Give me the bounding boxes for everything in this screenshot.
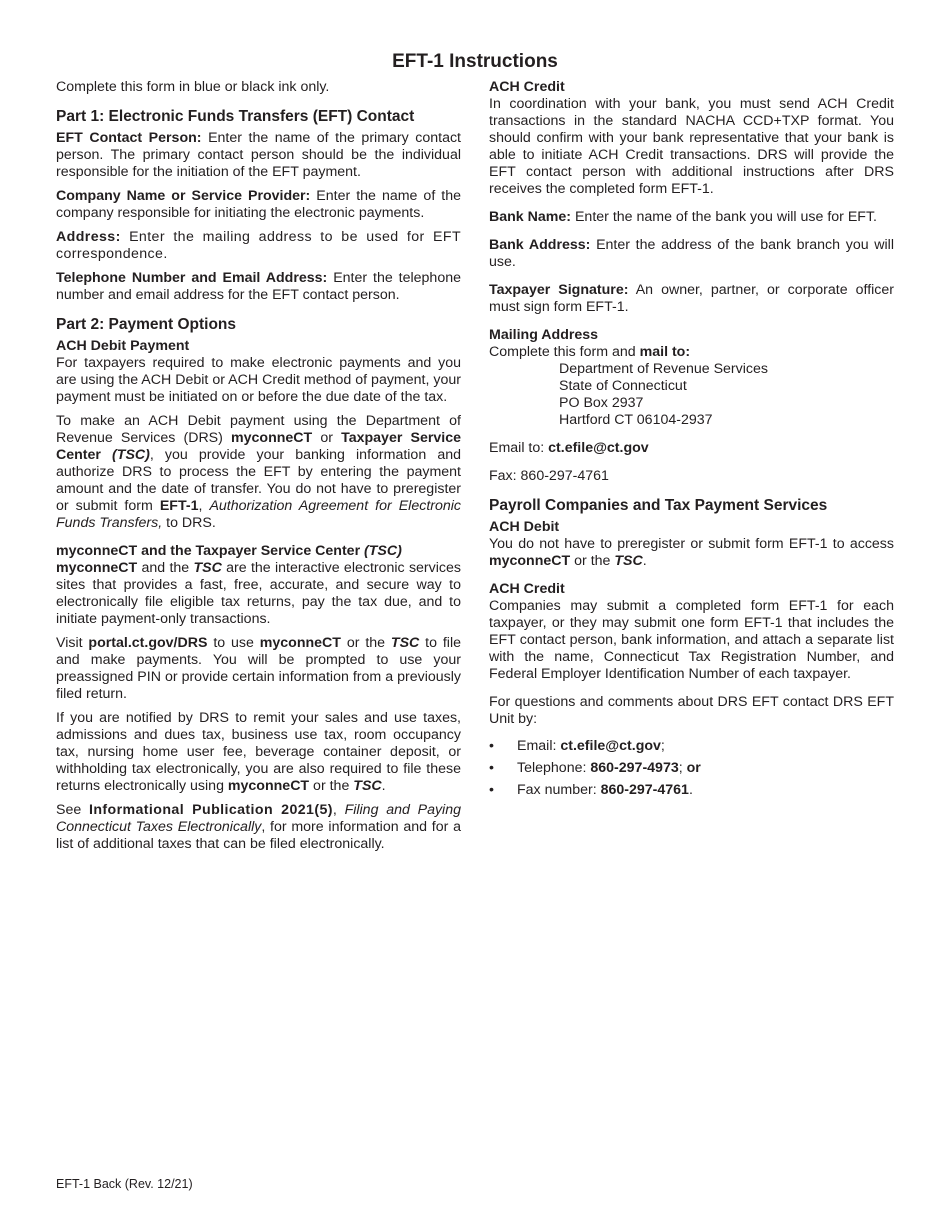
text-run: are the interactive electronic services sites that provides a fast, free, accurate, and secure way to electronically file eligible tax returns, pay the tax due, and to initiate payment-only transactions. <box>56 560 461 627</box>
email-label: Email to: <box>489 440 549 456</box>
contact-person-paragraph <box>56 130 461 181</box>
ach-credit-heading: ACH Credit <box>489 79 565 95</box>
text-run: ; <box>678 760 687 776</box>
tsc-term: TSC <box>614 553 643 569</box>
text-run: , <box>198 498 210 514</box>
signature-text: An owner, partner, or corporate officer must sign form EFT-1. <box>489 282 894 315</box>
text-run: To make an ACH Debit payment using the Department of Revenue Services (DRS) <box>56 413 461 446</box>
text-run: Visit <box>56 635 89 651</box>
ach-debit-paragraph-2 <box>56 413 461 532</box>
form-footer: EFT-1 Back (Rev. 12/21) <box>56 1177 193 1191</box>
company-text: Enter the name of the company responsible for initiating the electronic payments. <box>56 188 461 221</box>
phone-text: Enter the telephone number and email address for the EFT contact person. <box>56 270 461 303</box>
notified-paragraph <box>56 710 461 795</box>
contact-fax: 860-297-4761 <box>600 782 689 798</box>
bank-name-label: Bank Name: <box>489 209 572 225</box>
text-run: . <box>381 778 386 794</box>
contact-email-link[interactable]: ct.efile@ct.gov <box>560 738 661 754</box>
text-run: and the <box>137 560 194 576</box>
contact-person-label: EFT Contact Person: <box>56 130 202 146</box>
myconnect-term: myconneCT <box>227 778 310 794</box>
list-item <box>489 738 894 755</box>
bank-address-label: Bank Address: <box>489 237 591 253</box>
myconnect-paragraph <box>56 560 461 628</box>
text-run: Telephone: <box>517 760 591 776</box>
text-run: If you are notified by DRS to remit your sales and use taxes, admissions and dues tax, business use tax, room occupancy tax, nursing home user fee, beverage container deposit, or withholding tax electronically, you are also required to file these returns electronically using <box>56 710 461 794</box>
see-paragraph <box>56 802 461 853</box>
tsc-term: TSC <box>353 778 382 794</box>
text-run: Fax number: <box>517 782 601 798</box>
phone-paragraph <box>56 270 461 304</box>
text-run: or the <box>340 635 391 651</box>
part2-heading: Part 2: Payment Options <box>56 316 237 333</box>
contact-list <box>489 738 894 799</box>
payroll-heading: Payroll Companies and Tax Payment Services <box>489 497 828 514</box>
mailing-heading: Mailing Address <box>489 327 599 343</box>
text-run: , for more information and for a list of additional taxes that can be filed electronically. <box>56 819 461 852</box>
fax-line: Fax: 860-297-4761 <box>489 468 609 484</box>
signature-label: Taxpayer Signature: <box>489 282 629 298</box>
list-item <box>489 782 894 799</box>
text-run: or the <box>309 778 354 794</box>
payroll-ach-credit-heading: ACH Credit <box>489 581 565 597</box>
publication-title: Informational Publication 2021(5) <box>88 802 333 818</box>
text-run: or <box>686 760 701 776</box>
text-run: to file and make payments. You will be prompted to use your preassigned PIN or provide certain information from a previously filed return. <box>56 635 461 702</box>
payroll-ach-credit-paragraph: Companies may submit a completed form EFT-1 for each taxpayer, or they may submit one form EFT-1 that includes the EFT contact person, bank information, and attach a separate list with the name, Connecticut Tax Registration Number, and Federal Employer Identification Number of each taxpayer. <box>489 598 894 682</box>
portal-link[interactable]: portal.ct.gov/DRS <box>88 635 208 651</box>
company-paragraph <box>56 188 461 222</box>
payroll-ach-debit-paragraph <box>489 536 894 570</box>
myconnect-heading <box>56 543 461 560</box>
tsc-term: TSC <box>193 560 222 576</box>
text-run: . <box>688 782 693 798</box>
myconnect-term: myconneCT <box>231 430 313 446</box>
bank-name-paragraph <box>489 209 894 226</box>
intro-text: Complete this form in blue or black ink only. <box>56 79 330 95</box>
address-line: Hartford CT 06104-2937 <box>559 412 713 428</box>
text-run: See <box>56 802 89 818</box>
tsc-term: (TSC) <box>364 543 402 559</box>
left-column <box>56 79 461 853</box>
company-label: Company Name or Service Provider: <box>56 188 311 204</box>
contact-phone: 860-297-4973 <box>590 760 679 776</box>
tsc-term: TSC <box>390 635 420 651</box>
text-run: You do not have to preregister or submit form EFT-1 to access <box>489 536 894 552</box>
publication-subtitle: Filing and Paying Connecticut Taxes Electronically <box>56 802 461 835</box>
page-title: EFT-1 Instructions <box>392 51 558 72</box>
text-run: myconneCT and the Taxpayer Service Center <box>56 543 365 559</box>
myconnect-term: myconneCT <box>259 635 341 651</box>
bullet-icon: • <box>489 738 494 754</box>
bank-name-text: Enter the name of the bank you will use for EFT. <box>574 209 877 225</box>
text-run: Email: <box>517 738 561 754</box>
myconnect-term: myconneCT <box>56 560 138 576</box>
address-paragraph <box>56 229 461 263</box>
bank-address-paragraph <box>489 237 894 271</box>
mailing-address-block <box>559 361 894 429</box>
text-run: Complete this form and <box>489 344 640 360</box>
address-line: PO Box 2937 <box>559 395 644 411</box>
text-run: ; <box>660 738 665 754</box>
text-run: . <box>642 553 647 569</box>
contact-person-text: Enter the name of the primary contact person. The primary contact person should be the individual responsible for the initiation of the EFT payment. <box>56 130 461 180</box>
form-term: EFT-1 <box>159 498 199 514</box>
bank-address-text: Enter the address of the bank branch you will use. <box>489 237 894 270</box>
text-run: , <box>332 802 345 818</box>
address-label: Address: <box>56 229 121 245</box>
part1-heading: Part 1: Electronic Funds Transfers (EFT) Contact <box>56 108 415 125</box>
ach-debit-paragraph-1: For taxpayers required to make electronic payments and you are using the ACH Debit or ACH Credit method of payment, your payment must be initiated on or before the due date of the tax. <box>56 355 461 405</box>
visit-paragraph <box>56 635 461 703</box>
bullet-icon: • <box>489 760 494 776</box>
mailing-intro <box>489 344 894 361</box>
questions-paragraph: For questions and comments about DRS EFT contact DRS EFT Unit by: <box>489 694 894 727</box>
text-run: or the <box>570 553 615 569</box>
signature-paragraph <box>489 282 894 316</box>
list-item <box>489 760 894 777</box>
address-line: Department of Revenue Services <box>559 361 768 377</box>
tsc-term: (TSC) <box>112 447 150 463</box>
text-run: or <box>312 430 342 446</box>
email-link[interactable]: ct.efile@ct.gov <box>548 440 649 456</box>
phone-label: Telephone Number and Email Address: <box>56 270 328 286</box>
ach-credit-paragraph: In coordination with your bank, you must send ACH Credit transactions in the standard NACHA CCD+TXP format. You should confirm with your bank representative that your bank is able to initiate ACH Credit transactions. DRS will provide the EFT contact person with additional instructions after DRS receives the completed form EFT-1. <box>489 96 894 197</box>
text-run: to DRS. <box>162 515 216 531</box>
address-line: State of Connecticut <box>559 378 687 394</box>
bullet-icon: • <box>489 782 494 798</box>
ach-debit-heading: ACH Debit Payment <box>56 338 190 354</box>
address-text: Enter the mailing address to be used for EFT correspondence. <box>56 229 462 262</box>
text-run: to use <box>207 635 260 651</box>
mail-to-term: mail to: <box>639 344 691 360</box>
right-column <box>489 79 894 804</box>
text-run: , you provide your banking information and authorize DRS to process the EFT by entering the payment amount and the date of transfer. You do not have to preregister or submit form <box>56 447 461 514</box>
myconnect-term: myconneCT <box>489 553 571 569</box>
agreement-title: Authorization Agreement for Electronic Funds Transfers, <box>56 498 462 531</box>
tsc-name-term: Taxpayer Service Center <box>56 430 461 463</box>
payroll-ach-debit-heading: ACH Debit <box>489 519 560 535</box>
email-line <box>489 440 894 457</box>
